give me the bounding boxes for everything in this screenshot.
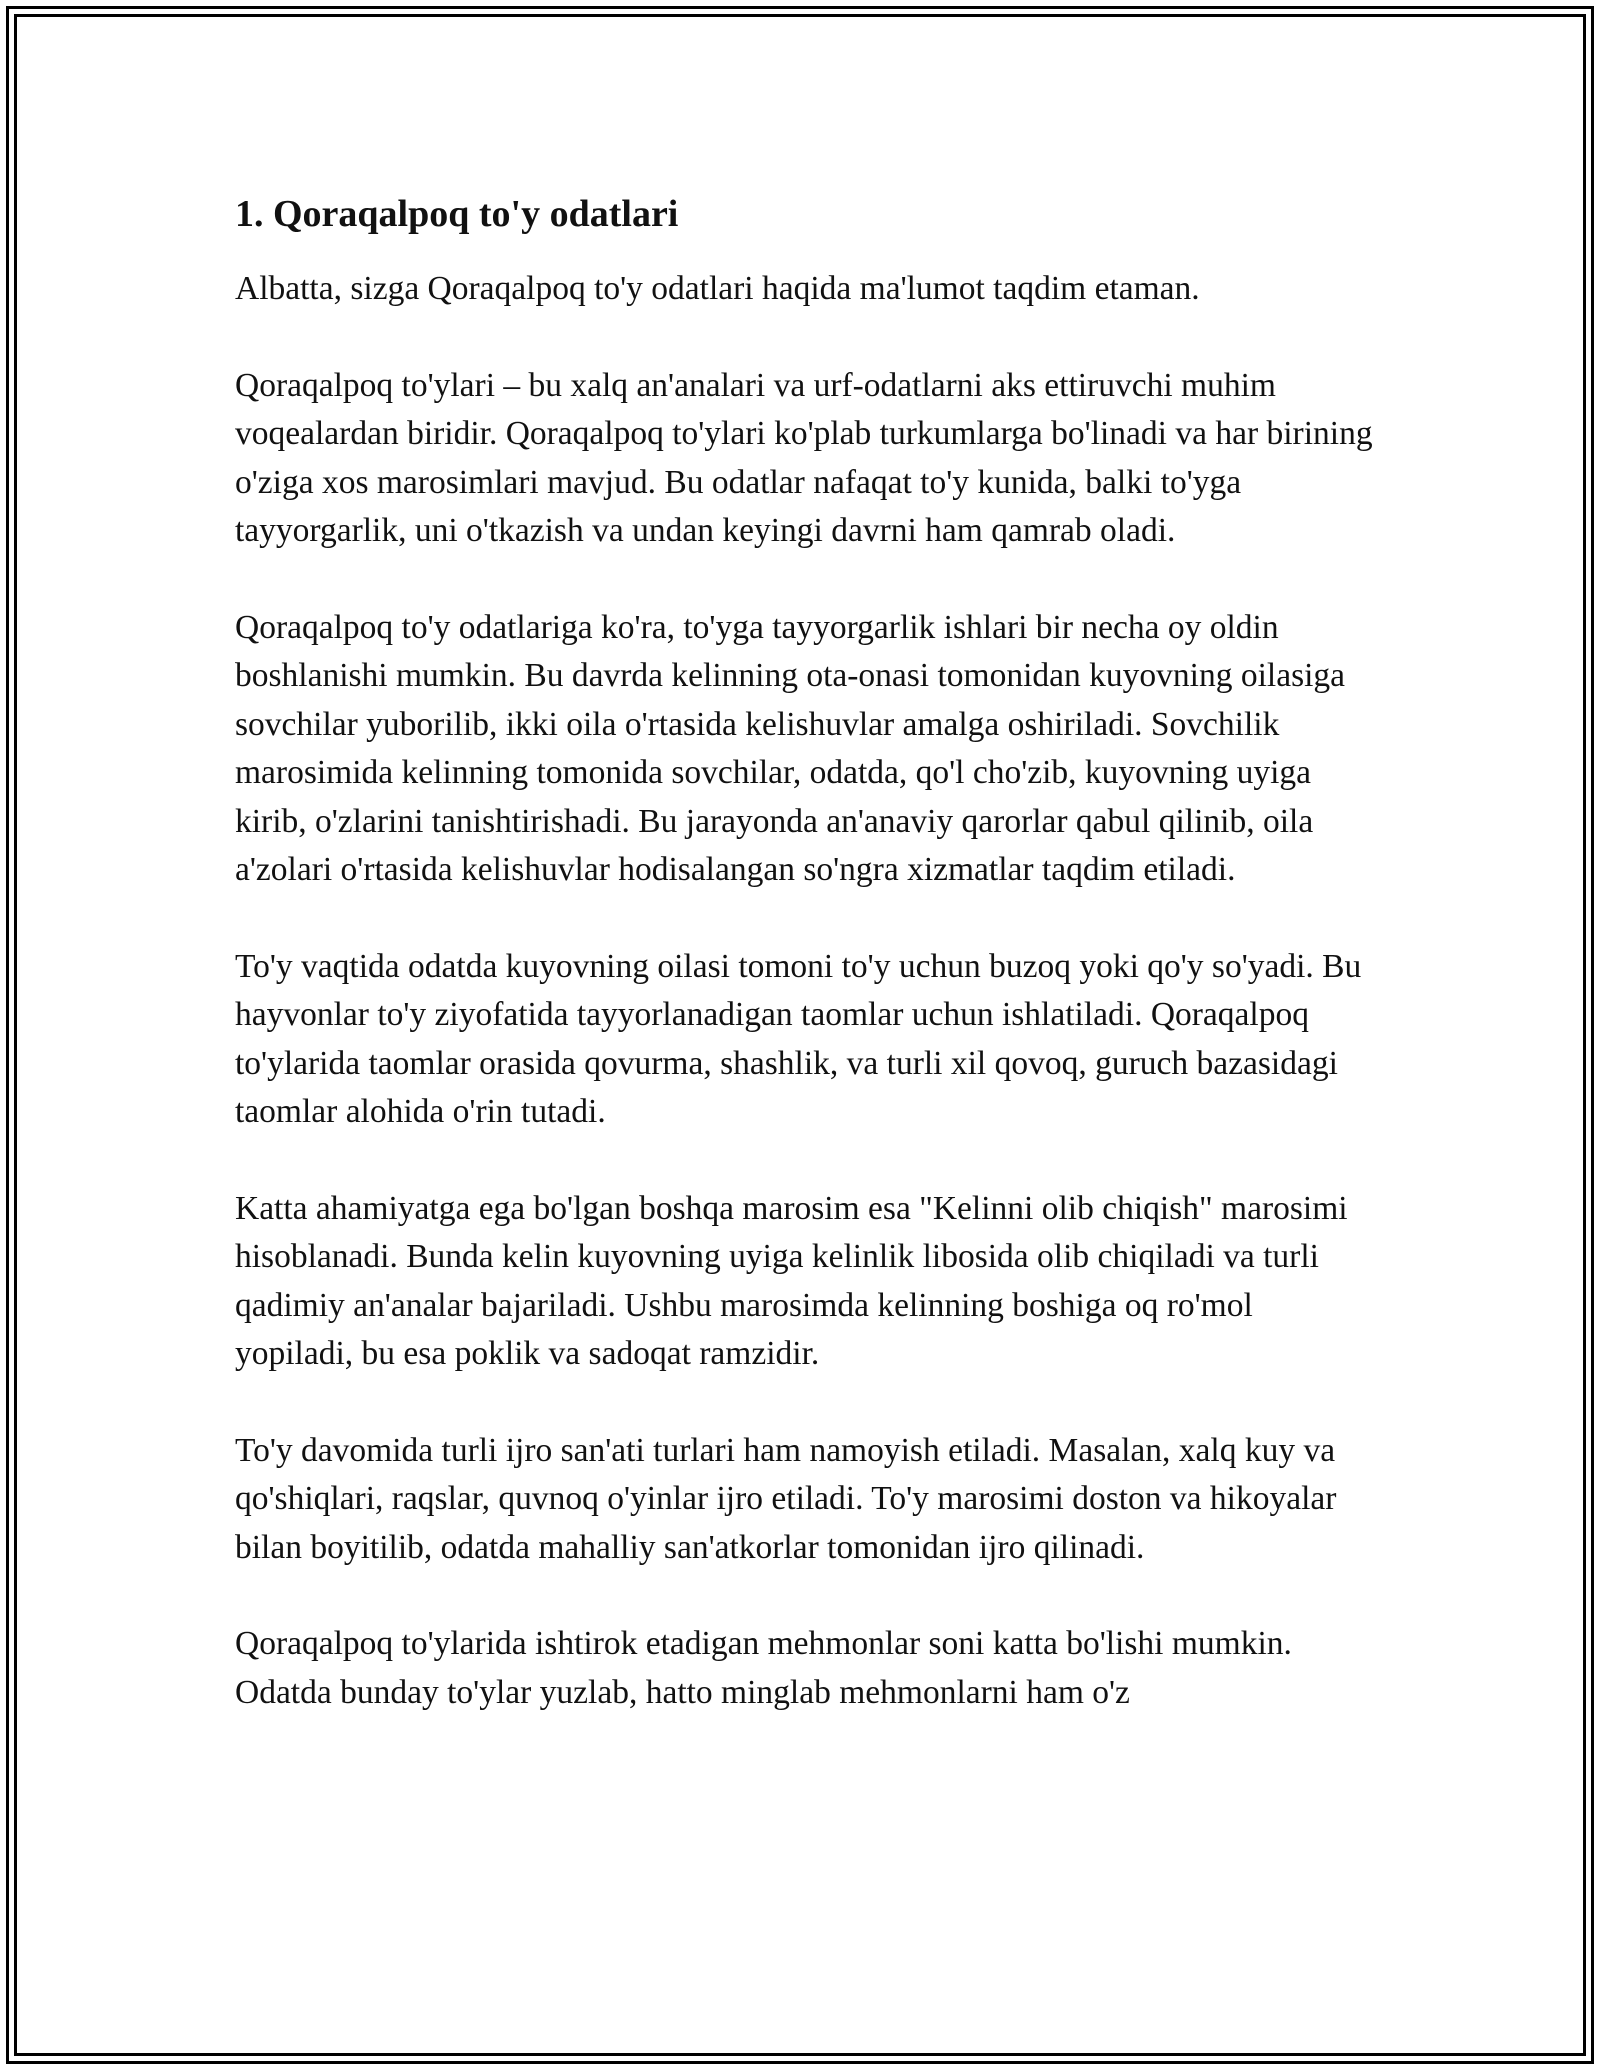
paragraph-preparation: Qoraqalpoq to'y odatlariga ko'ra, to'yga tayyorgarlik ishlari bir necha oy oldin boshlanishi mumkin. Bu davrda kelinning ota-onasi tomonidan kuyovning oilasiga sovchilar yuborilib, ikki oila o'rtasida kelishuvlar amalga oshiriladi. Sovchilik marosimida kelinning tomonida sovchilar, odatda, qo'l cho'zib, kuyovning uyiga kirib, o'zlarini tanishtirishadi. Bu jarayonda an'anaviy qarorlar qabul qilinib, oila a'zolari o'rtasida kelishuvlar hodisalangan so'ngra xizmatlar taqdim etiladi. [235, 608, 1346, 888]
section-heading: 1. Qoraqalpoq to'y odatlari [235, 193, 679, 235]
document-body [235, 185, 1375, 1765]
paragraph-overview: Qoraqalpoq to'ylari – bu xalq an'analari va urf-odatlarni aks ettiruvchi muhim voqealardan biridir. Qoraqalpoq to'ylari ko'plab turkumlarga bo'linadi va har birining o'ziga xos marosimlari mavjud. Bu odatlar nafaqat to'y kunida, balki to'yga tayyorgarlik, uni o'tkazish va undan keyingi davrni ham qamrab oladi. [235, 366, 1373, 549]
paragraph-intro: Albatta, sizga Qoraqalpoq to'y odatlari haqida ma'lumot taqdim etaman. [235, 270, 1200, 307]
paragraph-performances: To'y davomida turli ijro san'ati turlari ham namoyish etiladi. Masalan, xalq kuy va qo'shiqlari, raqslar, quvnoq o'yinlar ijro etiladi. To'y marosimi doston va hikoyalar bilan boyitilib, odatda mahalliy san'atkorlar tomonidan ijro qilinadi. [235, 1431, 1337, 1566]
paragraph-bride-ceremony: Katta ahamiyatga ega bo'lgan boshqa marosim esa "Kelinni olib chiqish" marosimi hisoblanadi. Bunda kelin kuyovning uyiga kelinlik libosida olib chiqiladi va turli qadimiy an'analar bajariladi. Ushbu marosimda kelinning boshiga oq ro'mol yopiladi, bu esa poklik va sadoqat ramzidir. [235, 1189, 1348, 1372]
paragraph-guests: Qoraqalpoq to'ylarida ishtirok etadigan mehmonlar soni katta bo'lishi mumkin. Odatda bunday to'ylar yuzlab, hatto minglab mehmonlarni ham o'z [235, 1625, 1292, 1711]
paragraph-food: To'y vaqtida odatda kuyovning oilasi tomoni to'y uchun buzoq yoki qo'y so'yadi. Bu hayvonlar to'y ziyofatida tayyorlanadigan taomlar uchun ishlatiladi. Qoraqalpoq to'ylarida taomlar orasida qovurma, shashlik, va turli xil qovoq, guruch bazasidagi taomlar alohida o'rin tutadi. [235, 947, 1362, 1130]
